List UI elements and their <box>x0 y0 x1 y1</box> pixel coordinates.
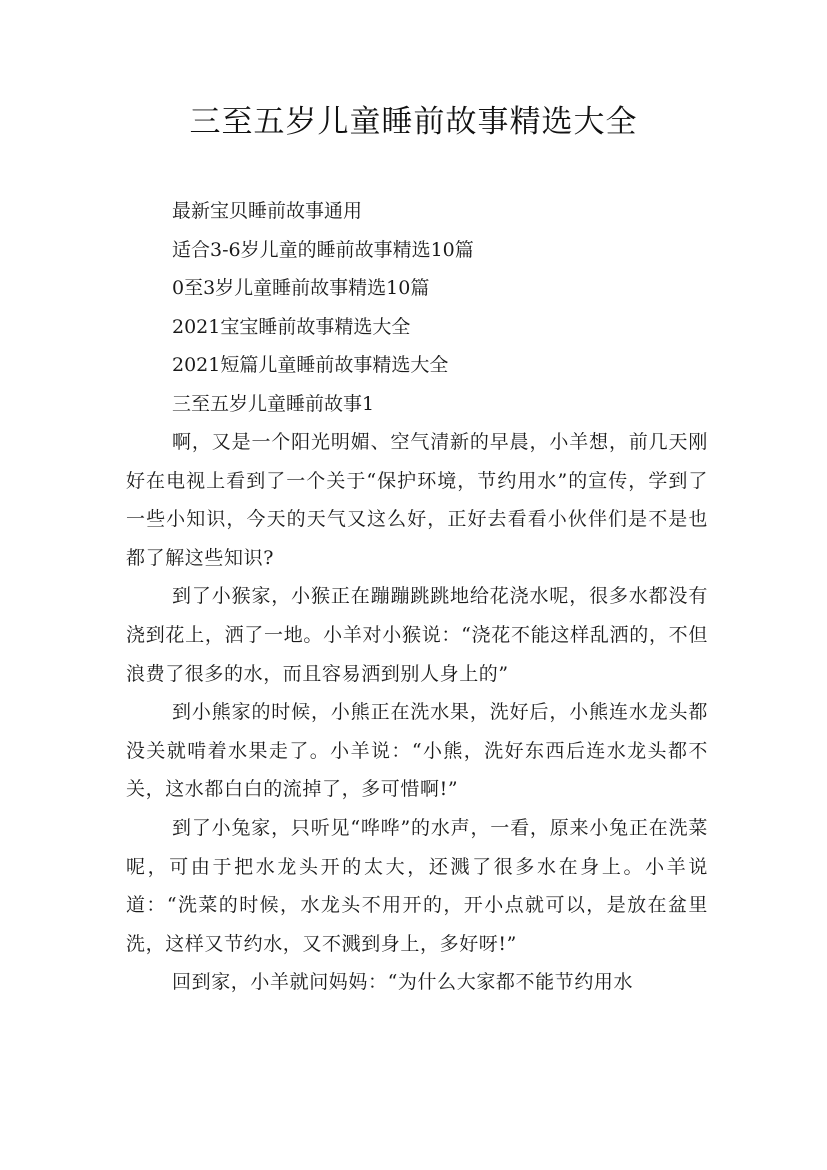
story-heading: 三至五岁儿童睡前故事1 <box>172 392 375 415</box>
related-link[interactable]: 最新宝贝睡前故事通用 <box>172 200 363 222</box>
story-body <box>126 423 708 1002</box>
related-link[interactable]: 0至3岁儿童睡前故事精选10篇 <box>172 277 430 299</box>
story-paragraph: 啊，又是一个阳光明媚、空气清新的早晨，小羊想，前几天刚好在电视上看到了一个关于“保护环境，节约用水”的宣传，学到了一些小知识，今天的天气又这么好，正好去看看小伙伴们是不是也都了解这些知识? <box>126 431 708 569</box>
story-paragraph: 到了小猴家，小猴正在蹦蹦跳跳地给花浇水呢，很多水都没有浇到花上，洒了一地。小羊对小猴说：“浇花不能这样乱洒的，不但浪费了很多的水，而且容易洒到别人身上的” <box>126 585 708 685</box>
story-paragraph: 到小熊家的时候，小熊正在洗水果，洗好后，小熊连水龙头都没关就啃着水果走了。小羊说：“小熊，洗好东西后连水龙头都不关，这水都白白的流掉了，多可惜啊!” <box>126 701 708 801</box>
related-link[interactable]: 2021宝宝睡前故事精选大全 <box>172 315 411 338</box>
related-links-list <box>172 192 732 423</box>
related-link[interactable]: 适合3-6岁儿童的睡前故事精选10篇 <box>172 238 474 261</box>
related-link[interactable]: 2021短篇儿童睡前故事精选大全 <box>172 354 449 376</box>
story-paragraph: 回到家，小羊就问妈妈：“为什么大家都不能节约用水 <box>172 971 634 994</box>
document-title: 三至五岁儿童睡前故事精选大全 <box>189 104 638 140</box>
story-paragraph: 到了小兔家，只听见“哗哗”的水声，一看，原来小兔正在洗菜呢，可由于把水龙头开的太大，还溅了很多水在身上。小羊说道：“洗菜的时候，水龙头不用开的，开小点就可以，是放在盆里洗，这样又节约水，又不溅到身上，多好呀!” <box>126 816 708 955</box>
